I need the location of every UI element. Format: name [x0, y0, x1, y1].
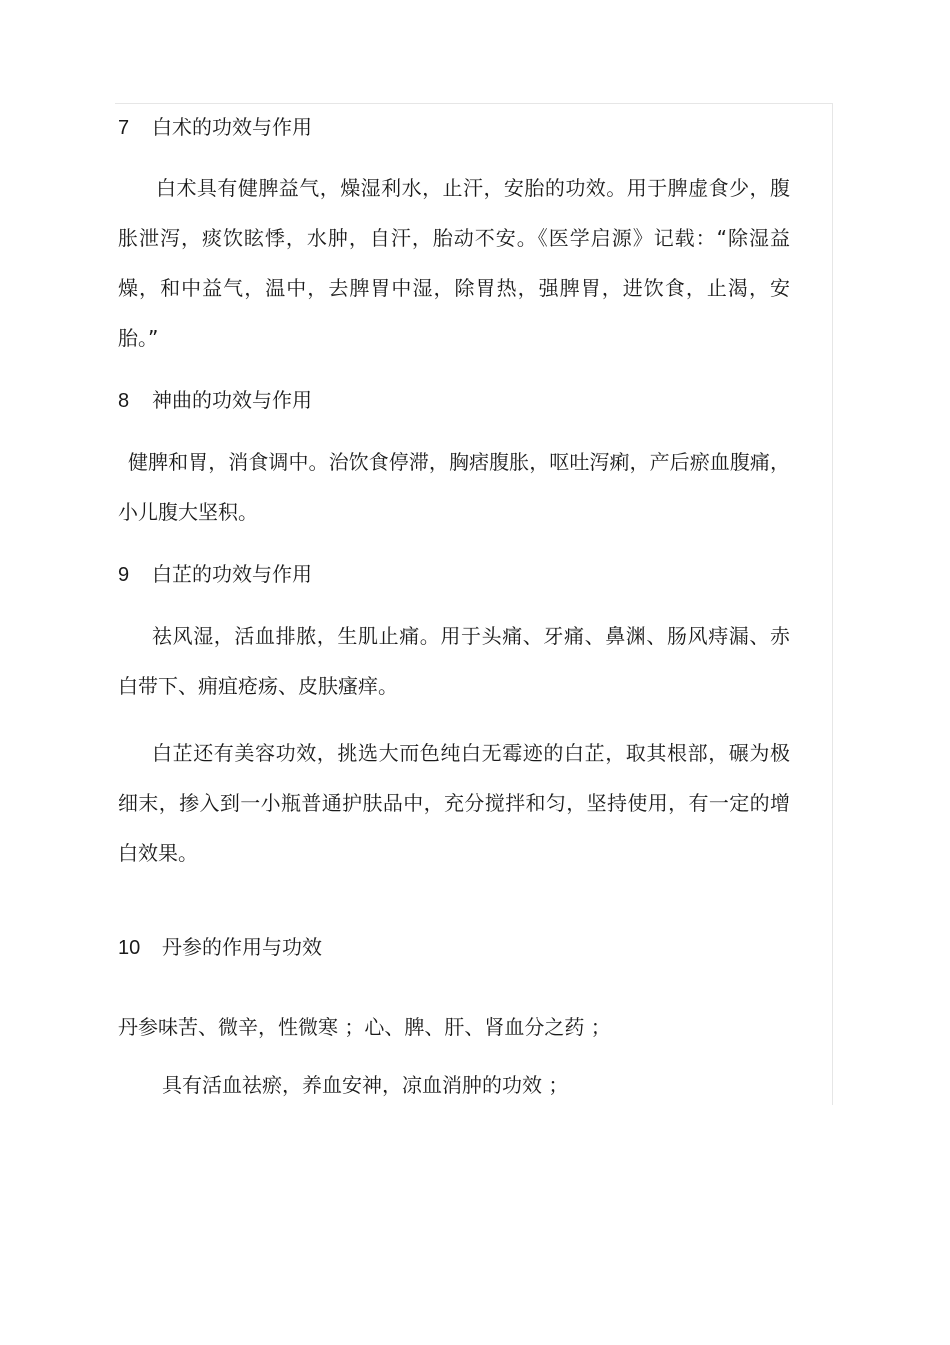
section-10-line-2: 具有活血祛瘀，养血安神，凉血消肿的功效 ；: [162, 1073, 569, 1097]
section-7-title: 白术的功效与作用: [152, 115, 312, 139]
section-7-heading: [118, 112, 312, 143]
section-9-paragraph-1: 祛风湿，活血排脓，生肌止痛。用于头痛、牙痛、鼻渊、肠风痔漏、赤白带下、痈疽疮疡、皮肤瘙痒。: [118, 624, 790, 698]
section-10-number: 10: [118, 937, 141, 959]
section-7-paragraph: 白术具有健脾益气，燥湿利水，止汗，安胎的功效。用于脾虚食少，腹胀泄泻，痰饮眩悸，水肿，自汗，胎动不安。《医学启源》记载：“除湿益燥，和中益气，温中，去脾胃中湿，除胃热，强脾胃，进饮食，止渴，安胎。”: [118, 176, 790, 350]
section-9-paragraph-2: 白芷还有美容功效，挑选大而色纯白无霉迹的白芷，取其根部，碾为极细末，掺入到一小瓶普通护肤品中，充分搅拌和匀，坚持使用，有一定的增白效果。: [118, 741, 790, 865]
section-8-heading: [118, 385, 312, 416]
section-9-heading: [118, 559, 312, 590]
section-9-title: 白芷的功效与作用: [152, 562, 312, 586]
section-10-title: 丹参的作用与功效: [162, 935, 322, 959]
section-8-title: 神曲的功效与作用: [152, 388, 312, 412]
section-8-number: 8: [118, 390, 130, 412]
section-8-paragraph: 健脾和胃，消食调中。治饮食停滞，胸痞腹胀，呕吐泻痢，产后瘀血腹痛，小儿腹大坚积。: [118, 450, 790, 524]
section-9-number: 9: [118, 564, 130, 586]
section-10-line-1: 丹参味苦、微辛，性微寒 ；心、脾、肝、肾血分之药 ；: [118, 1015, 611, 1039]
section-7-number: 7: [118, 117, 130, 139]
section-10-heading: [118, 932, 322, 963]
